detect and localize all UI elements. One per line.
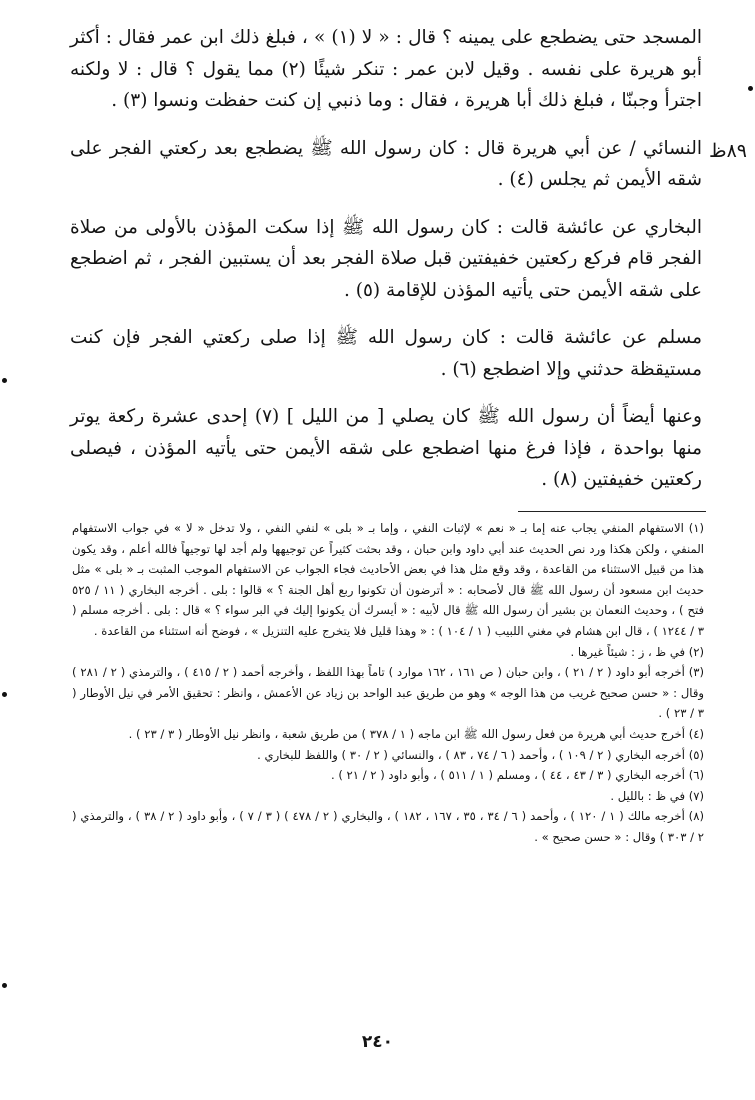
paragraph-3: البخاري عن عائشة قالت : كان رسول الله ﷺ إذا سكت المؤذن بالأولى من صلاة الفجر قام فركع ركعتين خفيفتين قبل صلاة الفجر بعد أن يستبين الفجر ، ثم اضطجع على شقه الأيمن حتى يأتيه المؤذن للإقامة (٥) .	[70, 216, 702, 301]
scan-mark-dot	[2, 378, 7, 383]
manuscript-folio-marker: ٨٩ظ	[709, 140, 747, 162]
scan-mark-dot	[2, 692, 7, 697]
main-text	[70, 22, 702, 512]
scan-mark-dot	[2, 983, 7, 988]
paragraph-4: مسلم عن عائشة قالت : كان رسول الله ﷺ إذا صلى ركعتي الفجر فإن كنت مستيقظة حدثني وإلا اضطجع (٦) .	[70, 327, 702, 380]
scan-mark-dot	[748, 86, 753, 91]
paragraph-1: المسجد حتى يضطجع على يمينه ؟ قال : « لا (١) » ، فبلغ ذلك ابن عمر فقال : أكثر أبو هريرة على نفسه . وقيل لابن عمر : تنكر شيئًا (٢) مما يقول ؟ قال : لا ولكنه اجترأ وجبنّا ، فبلغ ذلك أبا هريرة ، فقال : وما ذنبي إن كنت حفظت ونسوا (٣) .	[70, 27, 702, 111]
paragraph-5: وعنها أيضاً أن رسول الله ﷺ كان يصلي [ من الليل ] (٧) إحدى عشرة ركعة يوتر منها بواحدة ، فإذا فرغ منها اضطجع على شقه الأيمن حتى يأتيه المؤذن ، فيصلى ركعتين خفيفتين (٨) .	[70, 406, 702, 490]
footnote-5: (٥) أخرجه البخاري ( ٢ / ١٠٩ ) ، وأحمد ( ٦ / ٧٤ ، ٨٣ ) ، والنسائي ( ٢ / ٣٠ ) واللفظ للبخاري .	[257, 747, 704, 762]
footnote-divider	[518, 511, 706, 512]
footnote-4: (٤) أخرج حديث أبي هريرة من فعل رسول الله ﷺ ابن ماجه ( ١ / ٣٧٨ ) من طريق شعبة ، وانظر نيل الأوطار ( ٣ / ٢٣ ) .	[128, 726, 704, 741]
paragraph-2: النسائي / عن أبي هريرة قال : كان رسول الله ﷺ يضطجع بعد ركعتي الفجر على شقه الأيمن ثم يجلس (٤) .	[70, 137, 702, 190]
footnote-3: (٣) أخرجه أبو داود ( ٢ / ٢١ ) ، وابن حبان ( ص ١٦١ ، ١٦٢ موارد ) تاماً بهذا اللفظ ، وأخرجه أحمد ( ٢ / ٤١٥ ) ، والترمذي ( ٢ / ٢٨١ ) وقال : « حسن صحيح غريب من هذا الوجه » وهو من طريق عبد الواحد بن زياد عن الأعمش ، وانظر : تحقيق الأمر في نيل الأوطار ( ٣ / ٢٣ ) .	[72, 665, 704, 721]
page-number: ٢٤٠	[361, 1032, 394, 1052]
footnote-8: (٨) أخرجه مالك ( ١ / ١٢٠ ) ، وأحمد ( ٦ / ٣٤ ، ٣٥ ، ١٦٧ ، ١٨٢ ) ، والبخاري ( ٢ / ٤٧٨ ) ( ٣ / ٧ ) ، وأبو داود ( ٢ / ٣٨ ) ، والترمذي ( ٢ / ٣٠٣ ) وقال : « حسن صحيح » .	[72, 809, 704, 844]
footnotes	[72, 518, 704, 848]
footnote-2: (٢) في ظ ، ز : شيئاً غيرها .	[570, 644, 704, 659]
footnote-6: (٦) أخرجه البخاري ( ٣ / ٤٣ ، ٤٤ ) ، ومسلم ( ١ / ٥١١ ) ، وأبو داود ( ٢ / ٢١ ) .	[330, 768, 704, 783]
footnote-1: (١) الاستفهام المنفي يجاب عنه إما بـ « نعم » لإثبات النفي ، وإما بـ « بلى » لنفي النفي ، ولا تدخل « لا » في جواب الاستفهام المنفي ، ولكن هكذا ورد نص الحديث عند أبي داود وابن حبان ، وقد بحثت كثيراً عن توجيهها ولم أجد لها توجيهاً فالله أعلم ، وقد يكون هذا من قبيل الاستثناء من القاعدة ، وقد وقع مثل هذا في بعض الأحاديث فجاء الجواب عن الاستفهام الموجب المثبت بـ « بلى » مثل حديث ابن مسعود أن رسول الله ﷺ قال لأصحابه : « أترضون أن تكونوا ربع أهل الجنة ؟ » قالوا : بلى . أخرجه البخاري ( ١١ / ٥٢٥ فتح ) ، وحديث النعمان بن بشير أن رسول الله ﷺ قال لأبيه : « أيسرك أن يكونوا إليك في البر سواء ؟ » قال : بلى . أخرجه مسلم ( ٣ / ١٢٤٤ ) ، قال ابن هشام في مغني اللبيب ( ١ / ١٠٤ ) : « وهذا قليل فلا يتخرج عليه التنزيل » ، فوضح أنه استثناء من القاعدة .	[72, 521, 704, 638]
footnote-7: (٧) في ظ : بالليل .	[610, 788, 704, 803]
